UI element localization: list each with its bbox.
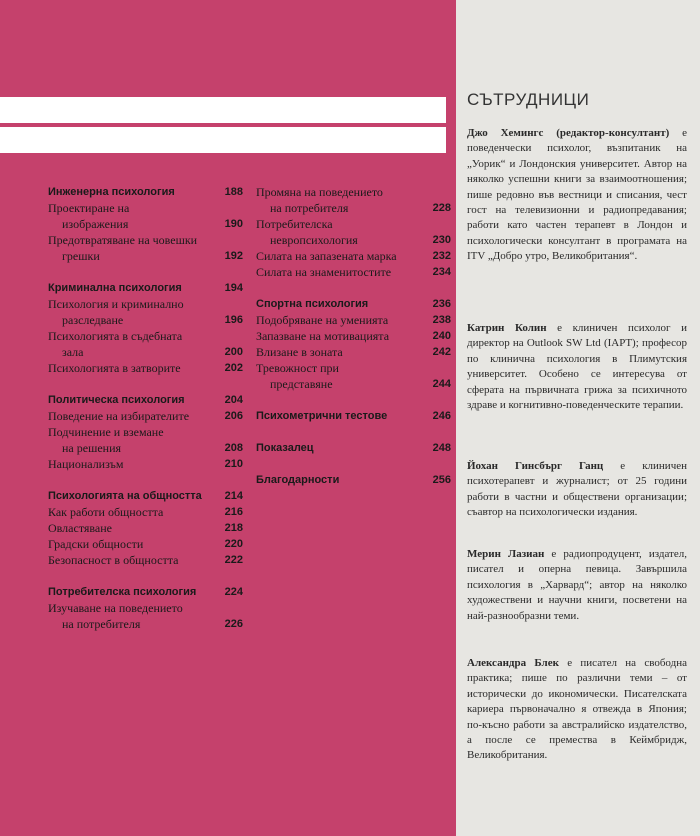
toc-entry[interactable] bbox=[48, 504, 243, 520]
toc-entry[interactable] bbox=[256, 248, 451, 264]
toc-entry[interactable] bbox=[48, 536, 243, 552]
toc-page-number: 190 bbox=[224, 218, 243, 230]
toc-entry-title: Силата на запазената марка bbox=[256, 249, 397, 263]
toc-page-number: 256 bbox=[432, 474, 451, 486]
toc-gap bbox=[48, 472, 243, 488]
toc-entry-title: Влизане в зоната bbox=[256, 345, 343, 359]
toc-page-number: 188 bbox=[224, 186, 243, 198]
toc-entry-title bbox=[256, 216, 429, 248]
toc-entry-title: Спортна психология bbox=[256, 298, 369, 310]
toc-entry-title: Психологията в затворите bbox=[48, 361, 181, 375]
toc-page-number: 242 bbox=[432, 346, 451, 358]
toc-section-heading[interactable] bbox=[48, 280, 243, 296]
toc-page-number: 192 bbox=[224, 250, 243, 262]
toc-entry-title bbox=[48, 200, 221, 232]
toc-page-number: 200 bbox=[224, 346, 243, 358]
toc-entry-title: Инженерна психология bbox=[48, 186, 175, 198]
toc-entry[interactable] bbox=[48, 552, 243, 568]
toc-entry-line: Изучаване на поведението bbox=[48, 601, 183, 615]
contributor-bio bbox=[467, 126, 687, 265]
contributor-text: е клиничен психолог и директор на Outlook SW Ltd (IAPT); професор по клинична психология в Плимутския университет. Особено се интересува от сферата на първичната грижа за психичното здраве и когнитивно-поведенческите терапии. bbox=[467, 322, 687, 412]
toc-entry[interactable] bbox=[48, 520, 243, 536]
toc-page-number: 204 bbox=[224, 394, 243, 406]
toc-entry[interactable] bbox=[256, 264, 451, 280]
toc-entry-title bbox=[48, 232, 221, 264]
toc-page-number: 194 bbox=[224, 282, 243, 294]
toc-entry-title: Овластяване bbox=[48, 521, 113, 535]
contributor-name: Мерин Лазиан bbox=[467, 548, 545, 560]
toc-entry-title: Градски общности bbox=[48, 537, 144, 551]
contributor-bio bbox=[467, 656, 687, 764]
toc-page-number: 238 bbox=[432, 314, 451, 326]
toc-section-heading[interactable] bbox=[48, 184, 243, 200]
toc-column-2 bbox=[256, 184, 451, 488]
toc-page-number: 244 bbox=[432, 378, 451, 390]
toc-entry-title: Политическа психология bbox=[48, 394, 185, 406]
toc-section-heading[interactable] bbox=[256, 296, 451, 312]
toc-section-heading[interactable] bbox=[48, 392, 243, 408]
header-band bbox=[0, 97, 446, 123]
toc-entry[interactable] bbox=[256, 216, 451, 248]
toc-page-number: 208 bbox=[224, 442, 243, 454]
toc-entry-title: Безопасност в общността bbox=[48, 553, 179, 567]
contributors-title: СЪТРУДНИЦИ bbox=[467, 90, 590, 109]
toc-page-number: 216 bbox=[224, 506, 243, 518]
toc-entry[interactable] bbox=[256, 360, 451, 392]
contributor-name: Александра Блек bbox=[467, 657, 559, 669]
toc-entry-line: изображения bbox=[62, 217, 129, 231]
toc-gap bbox=[256, 456, 451, 472]
toc-entry[interactable] bbox=[256, 344, 451, 360]
toc-entry-title bbox=[48, 424, 221, 456]
toc-entry-line: Промяна на поведението bbox=[256, 185, 383, 199]
toc-entry-title: Запазване на мотивацията bbox=[256, 329, 390, 343]
toc-page-number: 218 bbox=[224, 522, 243, 534]
toc-entry-title: Силата на знаменитостите bbox=[256, 265, 392, 279]
toc-gap bbox=[48, 376, 243, 392]
toc-page-number: 236 bbox=[432, 298, 451, 310]
toc-gap bbox=[48, 264, 243, 280]
toc-page-number: 228 bbox=[432, 202, 451, 214]
toc-page-number: 214 bbox=[224, 490, 243, 502]
contributor-text: е писател на свободна практика; пише по различни теми – от исторически до икономически. Писателската кариера първоначално я отвежда в Япония; по-късно работи за австралийско издателство, а после се премества в Кеймбридж, Великобритания. bbox=[467, 657, 687, 762]
toc-entry-line: зала bbox=[62, 345, 84, 359]
toc-page-number: 230 bbox=[432, 234, 451, 246]
contributor-text: е клиничен психотерапевт и журналист; от 25 години работи в частни и обществени организации; съавтор на психологически издания. bbox=[467, 460, 687, 519]
toc-page-number: 246 bbox=[432, 410, 451, 422]
toc-gap bbox=[256, 280, 451, 296]
toc-entry-line: на потребителя bbox=[270, 201, 349, 215]
toc-page-number: 222 bbox=[224, 554, 243, 566]
toc-page-number: 226 bbox=[224, 618, 243, 630]
toc-page-number: 224 bbox=[224, 586, 243, 598]
toc-section-heading[interactable] bbox=[256, 408, 451, 424]
header-band bbox=[0, 127, 446, 153]
contributor-name: Катрин Колин bbox=[467, 322, 547, 334]
toc-entry[interactable] bbox=[48, 600, 243, 632]
toc-section-heading[interactable] bbox=[256, 440, 451, 456]
toc-entry-title: Показалец bbox=[256, 442, 314, 454]
toc-entry[interactable] bbox=[48, 200, 243, 232]
toc-entry-title: Криминална психология bbox=[48, 282, 182, 294]
toc-page-number: 220 bbox=[224, 538, 243, 550]
toc-entry-line: Психологията в съдебната bbox=[48, 329, 183, 343]
toc-entry-line: Потребителска bbox=[256, 217, 333, 231]
toc-section-heading[interactable] bbox=[256, 472, 451, 488]
toc-page-number: 196 bbox=[224, 314, 243, 326]
toc-page-number: 240 bbox=[432, 330, 451, 342]
toc-page-number: 206 bbox=[224, 410, 243, 422]
contributor-name: Йохан Гинсбърг Ганц bbox=[467, 460, 604, 472]
toc-entry-title bbox=[48, 600, 221, 632]
toc-page-number: 210 bbox=[224, 458, 243, 470]
toc-entry-line: Тревожност при bbox=[256, 361, 339, 375]
toc-page-number: 248 bbox=[432, 442, 451, 454]
toc-entry-title bbox=[256, 184, 429, 216]
toc-entry-title: Национализъм bbox=[48, 457, 124, 471]
toc-entry-line: невропсихология bbox=[270, 233, 358, 247]
toc-entry-title: Потребителска психология bbox=[48, 586, 197, 598]
toc-entry-line: на потребителя bbox=[62, 617, 141, 631]
toc-entry[interactable] bbox=[48, 456, 243, 472]
toc-entry-title bbox=[48, 296, 221, 328]
toc-entry-line: Проектиране на bbox=[48, 201, 130, 215]
toc-entry-line: разследване bbox=[62, 313, 124, 327]
toc-entry[interactable] bbox=[48, 408, 243, 424]
toc-entry[interactable] bbox=[48, 296, 243, 328]
toc-entry-title bbox=[256, 360, 429, 392]
toc-entry-line: Психология и криминално bbox=[48, 297, 184, 311]
toc-entry-title: Психометрични тестове bbox=[256, 410, 388, 422]
toc-entry-title: Благодарности bbox=[256, 474, 340, 486]
toc-column-1 bbox=[48, 184, 243, 632]
toc-entry-line: Предотвратяване на човешки bbox=[48, 233, 198, 247]
toc-entry-line: Подчинение и вземане bbox=[48, 425, 164, 439]
toc-entry-line: на решения bbox=[62, 441, 122, 455]
toc-section-heading[interactable] bbox=[48, 488, 243, 504]
toc-entry[interactable] bbox=[48, 424, 243, 456]
contributor-name: Джо Хемингс (редактор-консултант) bbox=[467, 127, 670, 139]
toc-page-number: 234 bbox=[432, 266, 451, 278]
toc-entry-line: представяне bbox=[270, 377, 333, 391]
contributor-bio bbox=[467, 321, 687, 413]
contributor-text: е радиопродуцент, издател, писател и оперна певица. Завършила психология в „Харвард“; автор на няколко художествени и научни книги, посветени на най-разнообразни теми. bbox=[467, 548, 687, 622]
toc-entry-title: Как работи общността bbox=[48, 505, 164, 519]
toc-page-number: 202 bbox=[224, 362, 243, 374]
toc-entry-title: Подобряване на уменията bbox=[256, 313, 389, 327]
toc-gap bbox=[48, 568, 243, 584]
toc-entry[interactable] bbox=[48, 232, 243, 264]
toc-entry-title: Психологията на общността bbox=[48, 490, 202, 502]
toc-gap bbox=[256, 392, 451, 408]
toc-entry-line: грешки bbox=[62, 249, 100, 263]
contributor-text: е поведенчески психолог, възпитаник на „Уорик“ и Лондонския университет. Автор на няколко успешни книги за взаимоотношения; пише редовно във вестници и списания, чест гост на телевизионни и радиопредавания; работи като частен терапевт в Лондон и психологически консултант в програмата на ITV „Добро утро, Великобритания“. bbox=[467, 127, 687, 263]
contributor-bio bbox=[467, 547, 687, 624]
toc-gap bbox=[256, 424, 451, 440]
toc-entry-title: Поведение на избирателите bbox=[48, 409, 190, 423]
contributor-bio bbox=[467, 459, 687, 521]
toc-entry-title bbox=[48, 328, 221, 360]
toc-entry[interactable] bbox=[48, 328, 243, 360]
toc-entry[interactable] bbox=[256, 328, 451, 344]
toc-entry[interactable] bbox=[256, 312, 451, 328]
toc-entry[interactable] bbox=[48, 360, 243, 376]
toc-section-heading[interactable] bbox=[48, 584, 243, 600]
toc-entry[interactable] bbox=[256, 184, 451, 216]
toc-page-number: 232 bbox=[432, 250, 451, 262]
